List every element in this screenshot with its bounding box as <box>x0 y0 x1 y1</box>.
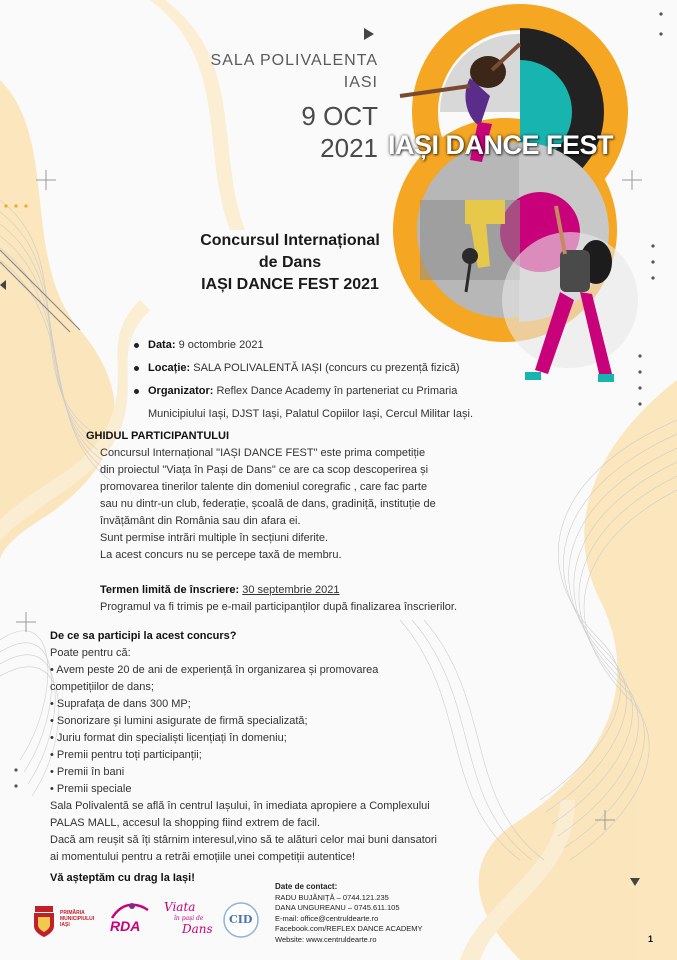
why-heading: De ce sa participi la acest concurs? <box>50 630 237 642</box>
why-intro: Poate pentru că: <box>50 647 131 659</box>
deadline-value: 30 septembrie 2021 <box>242 584 340 596</box>
why-bullet: • Suprafața de dans 300 MP; <box>50 698 191 710</box>
why-closing: ai momentului pentru a retrăi emoțiile unei competiții autentice! <box>50 851 356 863</box>
contact-phone-dana: DANA UNGUREANU – 0745.611.105 <box>275 903 400 912</box>
partner-logos <box>28 898 268 946</box>
contact-website[interactable]: Website: www.centruldearte.ro <box>275 934 377 944</box>
contact-phone-radu: RADU BUJĂNIȚĂ – 0744.121.235 <box>275 892 389 902</box>
primaria-line1: PRIMĂRIA <box>60 910 85 916</box>
primaria-text <box>60 910 94 928</box>
why-closing: Sala Polivalentă se află în centrul Iașului, în imediata apropiere a Complexului <box>50 800 430 812</box>
viata-line3: Dans <box>182 922 213 936</box>
deadline-label: Termen limită de înscriere: <box>100 584 240 596</box>
detail-organizer-label: Organizator: <box>148 385 214 397</box>
why-bullet: • Avem peste 20 de ani de experiență în organizarea și promovarea <box>50 664 379 676</box>
primaria-crest-icon <box>32 904 56 938</box>
guide-line: La acest concurs nu se percepe taxă de membru. <box>100 549 342 561</box>
detail-date-label: Data: <box>148 339 176 351</box>
detail-location-label: Locație: <box>148 362 191 374</box>
guide-line: învățământ din România sau din afara ei. <box>100 515 301 527</box>
header-venue-line2: IASI <box>343 74 378 91</box>
contact-block <box>275 882 495 945</box>
why-closing: Dacă am reușit să îți stârnim interesul,vino să te alături celor mai buni dansatori <box>50 834 438 846</box>
guide-line: promovarea tinerilor talente din domeniul coregrafic , care fac parte <box>100 481 428 493</box>
contact-email[interactable]: E-mail: office@centruldearte.ro <box>275 913 379 923</box>
why-bullet: • Sonorizare și lumini asigurate de firmă specializată; <box>50 715 308 727</box>
event-title <box>160 230 420 296</box>
see-you-line: Vă așteptăm cu drag la Iași! <box>50 872 195 884</box>
detail-date <box>130 334 530 357</box>
header-date-line2: 2021 <box>320 133 378 163</box>
detail-organizer-value: Reflex Dance Academy în parteneriat cu Primaria <box>213 385 458 397</box>
rda-logo-text: RDA <box>110 918 141 934</box>
guide-line: Sunt permise intrări multiple în secțiuni diferite. <box>100 532 329 544</box>
participant-guide <box>86 428 536 564</box>
why-bullet: • Premii speciale <box>50 783 132 795</box>
guide-line: din proiectul "Viața în Pași de Dans" ce are ca scop descoperirea și <box>100 464 429 476</box>
primaria-line3: IAȘI <box>60 922 70 928</box>
detail-organizer-cont: Municipiului Iași, DJST Iași, Palatul Copiilor Iași, Cercul Militar Iași. <box>148 408 474 420</box>
header-date <box>200 100 378 164</box>
guide-body <box>86 445 536 564</box>
detail-location <box>130 357 530 380</box>
why-participate <box>50 628 520 866</box>
contact-facebook[interactable]: Facebook.com/REFLEX DANCE ACADEMY <box>275 924 423 933</box>
deadline-note: Programul va fi trimis pe e-mail participanților după finalizarea înscrierilor. <box>100 601 458 613</box>
viata-line2: în pași de <box>174 915 204 922</box>
header-fest-name: IAȘI DANCE FEST <box>388 130 614 160</box>
contact-heading: Date de contact: <box>275 882 338 891</box>
header-venue-line1: SALA POLIVALENTA <box>210 52 378 69</box>
cid-logo-text: CID <box>229 913 253 926</box>
why-bullet: • Juriu format din specialiști licențiați în domeniu; <box>50 732 287 744</box>
viata-logo <box>164 902 213 935</box>
bullet-dot <box>134 366 139 371</box>
viata-line1: Viata <box>164 900 196 914</box>
event-title-line2: de Dans <box>258 254 322 271</box>
why-bullet: • Premii în bani <box>50 766 125 778</box>
event-details <box>130 334 530 426</box>
guide-line: Concursul Internațional "IAȘI DANCE FEST" este prima competiție <box>100 447 426 459</box>
why-bullet: • Premii pentru toți participanții; <box>50 749 202 761</box>
detail-organizer <box>130 380 530 403</box>
page-number: 1 <box>648 934 654 944</box>
why-closing: PALAS MALL, accesul la shopping fiind extrem de facil. <box>50 817 321 829</box>
circle-motif <box>393 17 638 368</box>
bullet-dot <box>134 389 139 394</box>
primaria-line2: MUNICIPIULUI <box>60 916 95 922</box>
registration-deadline <box>100 582 550 616</box>
detail-location-value: SALA POLIVALENTĂ IAȘI (concurs cu prezență fizică) <box>190 362 460 374</box>
detail-date-value: 9 octombrie 2021 <box>175 339 264 351</box>
deadline-row <box>100 582 550 599</box>
event-title-line1: Concursul Internațional <box>200 232 380 249</box>
why-bullet: competițiilor de dans; <box>50 681 154 693</box>
bullet-dot <box>134 343 139 348</box>
header-venue <box>150 50 378 94</box>
header-date-line1: 9 OCT <box>301 101 378 131</box>
guide-heading: GHIDUL PARTICIPANTULUI <box>86 430 229 442</box>
event-title-line3: IAȘI DANCE FEST 2021 <box>201 276 379 293</box>
guide-line: sau nu dintr-un club, federație, școală de dans, gradiniță, instituție de <box>100 498 436 510</box>
